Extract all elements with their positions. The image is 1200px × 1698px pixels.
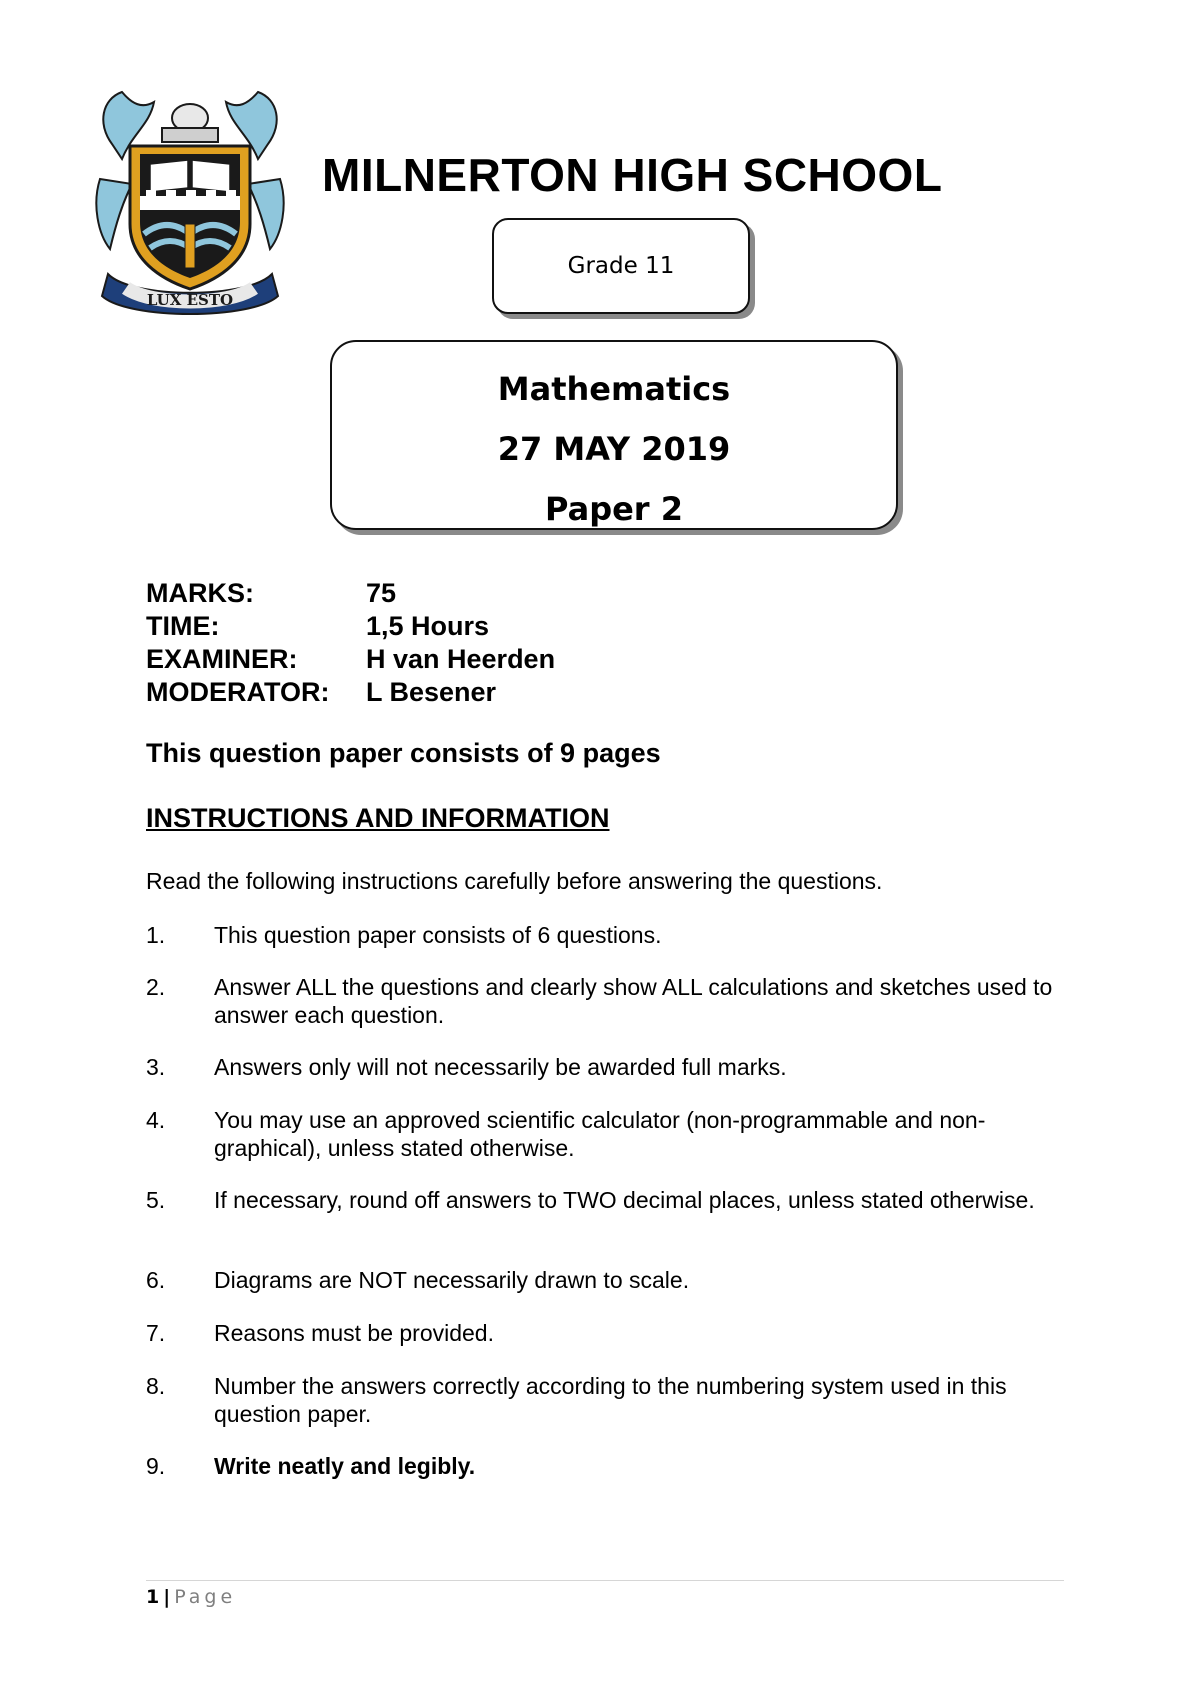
instructions-heading: INSTRUCTIONS AND INFORMATION [146,803,610,833]
footer-separator: | [163,1586,171,1608]
subject-box [330,340,898,530]
instruction-number: 3. [146,1054,166,1080]
instruction-item [146,973,1066,1029]
instruction-item [146,1319,1066,1347]
instruction-text: Answer ALL the questions and clearly show ALL calculations and sketches used to answer each question. [214,974,1053,1028]
exam-date: 27 MAY 2019 [497,430,731,468]
meta-row-marks [146,578,396,609]
meta-value: H van Heerden [366,644,556,674]
instruction-text: Number the answers correctly according to the numbering system used in this question paper. [214,1373,1007,1427]
page-number: 1 [146,1586,160,1608]
meta-value: 75 [366,578,397,608]
grade-label: Grade 11 [567,253,675,279]
instruction-number: 6. [146,1267,166,1293]
instruction-text: Answers only will not necessarily be awarded full marks. [214,1054,787,1080]
instruction-number: 5. [146,1187,166,1213]
instruction-item [146,1053,1066,1081]
instruction-number: 1. [146,922,166,948]
page-footer [146,1586,236,1608]
grade-box [492,218,750,314]
meta-label: MARKS: [146,578,254,608]
instruction-text: Diagrams are NOT necessarily drawn to scale. [214,1267,690,1293]
crest-motto: LUX ESTO [146,291,234,309]
instruction-item [146,921,1066,949]
instruction-text: You may use an approved scientific calculator (non-programmable and non-graphical), unless stated otherwise. [214,1107,986,1161]
instruction-number: 9. [146,1453,166,1479]
meta-value: 1,5 Hours [366,611,490,641]
instruction-text: This question paper consists of 6 questions. [214,922,662,948]
meta-label: TIME: [146,611,220,641]
instruction-number: 7. [146,1320,166,1346]
instruction-text: Reasons must be provided. [214,1320,494,1346]
instruction-item [146,1106,1066,1162]
subject-name: Mathematics [497,370,731,408]
meta-row-examiner [146,644,555,675]
instruction-item [146,1452,1066,1480]
meta-value: L Besener [366,677,497,707]
footer-divider [146,1580,1064,1581]
instruction-number: 8. [146,1373,166,1399]
instruction-item [146,1186,1066,1214]
instruction-text: If necessary, round off answers to TWO decimal places, unless stated otherwise. [214,1187,1035,1213]
meta-label: EXAMINER: [146,644,298,674]
school-crest-logo [92,84,288,316]
meta-row-moderator [146,677,496,708]
instruction-number: 4. [146,1107,166,1133]
meta-label: MODERATOR: [146,677,330,707]
instruction-item [146,1266,1066,1294]
page-count-statement: This question paper consists of 9 pages [146,738,661,768]
instructions-intro: Read the following instructions carefully before answering the questions. [146,868,883,894]
school-name: MILNERTON HIGH SCHOOL [322,149,943,201]
instruction-text: Write neatly and legibly. [214,1453,476,1479]
page-label: Page [174,1586,237,1608]
meta-row-time [146,611,489,642]
instruction-number: 2. [146,974,166,1000]
paper-number: Paper 2 [545,490,683,528]
instruction-item [146,1372,1066,1428]
